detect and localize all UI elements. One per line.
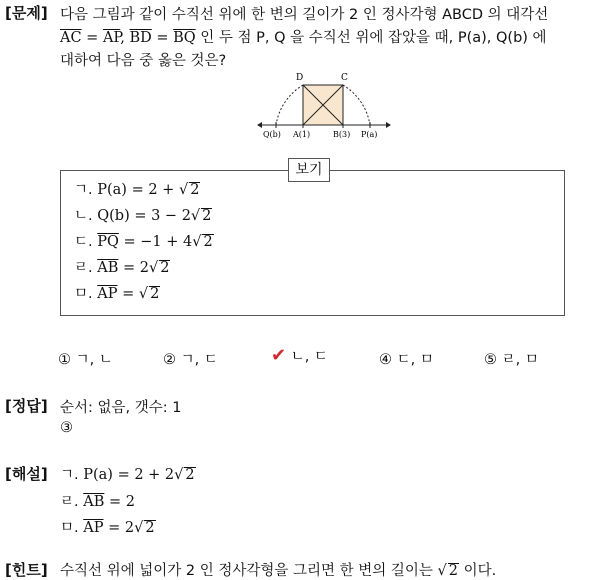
item-prefix: ㅁ. [74, 286, 98, 302]
bogi-item: ㄱ. P(a) = 2 + √ 2 [74, 182, 200, 198]
bogi-item: ㄷ. $\overline{PQ} = -1 + 4√$ 2 [74, 234, 213, 250]
segment-ap: $\overline{AP}$ [102, 30, 121, 46]
item-prefix: ㄴ. [74, 208, 98, 224]
radicand: 2 [150, 286, 160, 302]
arc-left [276, 85, 303, 125]
radicand: 2 [202, 208, 212, 224]
item-eq: = 2 [118, 260, 149, 276]
separator: , [120, 30, 130, 46]
problem-line-3: 대하여 다음 중 옳은 것은? [60, 53, 227, 69]
item-prefix: ㅁ. [60, 520, 84, 536]
choice-number: ① [58, 352, 71, 368]
radicand: 2 [160, 260, 170, 276]
label-a: A(1) [293, 130, 311, 139]
item-eq: = 2 [104, 494, 135, 510]
item-name: $\overline{AB}$ [83, 494, 105, 510]
arc-right [343, 85, 370, 125]
choice-2[interactable] [163, 348, 218, 369]
arrow-left-icon [257, 122, 262, 128]
radicand: 2 [190, 182, 200, 198]
label-b: B(3) [333, 130, 351, 139]
item-eq: = −1 + 4 [118, 234, 193, 250]
label-q: Q(b) [263, 130, 281, 139]
number-line-figure [255, 68, 395, 144]
label-c: C [341, 73, 348, 83]
bogi-item: ㄹ. $\overline{AB} = 2√$ 2 [74, 260, 170, 276]
segment-bd: $\overline{BD}$ [129, 30, 152, 46]
item-name: Q [97, 208, 110, 224]
solution-line-1: ㄱ. P(a) = 2 + 2√ 2 [60, 467, 195, 483]
item-name: $\overline{AB}$ [97, 260, 119, 276]
choice-text: ㄹ, ㅁ [501, 352, 539, 368]
problem-line-2 [60, 26, 547, 47]
item-prefix: ㄹ. [60, 494, 84, 510]
hint-line: 수직선 위에 넓이가 2 인 정사각형을 그리면 한 변의 길이는 √ 2 이다. [60, 563, 497, 579]
solution-line-2 [60, 490, 135, 511]
choice-text: ㄱ, ㄷ [180, 352, 218, 368]
label-d: D [296, 73, 304, 83]
item-prefix: ㄱ. [74, 182, 98, 198]
choice-text: ㄱ, ㄴ [75, 352, 113, 368]
segment-bq: $\overline{BQ}$ [173, 30, 196, 46]
item-eq: = [117, 286, 139, 302]
bogi-item: ㄴ. Q(b) = 3 − 2√ 2 [74, 208, 212, 224]
answer-tag: [정답] [5, 397, 48, 415]
choice-text: ㄴ, ㄷ [290, 349, 328, 365]
equals: = [81, 30, 103, 46]
choice-number: ④ [379, 352, 392, 368]
hint-tag: [힌트] [5, 561, 48, 579]
choice-number: ② [163, 352, 176, 368]
answer-choices [0, 345, 591, 370]
choice-text: ㄷ, ㅁ [396, 352, 434, 368]
choice-3[interactable] [271, 345, 328, 366]
radicand: 2 [185, 467, 195, 483]
item-prefix: ㄹ. [74, 260, 98, 276]
item-prefix: ㄷ. [74, 234, 98, 250]
choice-number: ⑤ [484, 352, 497, 368]
item-arg: (a) [107, 182, 127, 198]
solution-line-3: ㅁ. $\overline{AP} = 2√$ 2 [60, 520, 155, 536]
item-name: $\overline{AP}$ [83, 520, 104, 536]
item-prefix: ㄱ. [60, 467, 84, 483]
arrow-right-icon [386, 122, 391, 128]
equals: = [151, 30, 174, 46]
item-name: P [83, 467, 93, 483]
label-p: P(a) [361, 130, 378, 139]
item-eq: = 3 − 2 [129, 208, 191, 224]
item-eq: = 2 [103, 520, 135, 536]
radicand: 2 [145, 520, 155, 536]
choice-5[interactable] [484, 348, 539, 369]
bogi-title: 보기 [288, 158, 330, 182]
item-arg: (a) [93, 467, 113, 483]
item-eq: = 2 + [126, 182, 179, 198]
radicand: 2 [448, 563, 458, 579]
item-name: $\overline{AP}$ [97, 286, 118, 302]
item-name: $\overline{PQ}$ [97, 234, 119, 250]
check-icon: ✔ [271, 345, 287, 366]
problem-line-1: 다음 그림과 같이 수직선 위에 한 변의 길이가 2 인 정사각형 ABCD 의 대각선 [60, 7, 549, 23]
segment-ac: $\overline{AC}$ [60, 30, 82, 46]
radicand: 2 [203, 234, 213, 250]
answer-line-2: ③ [60, 420, 73, 436]
solution-tag: [해설] [5, 465, 48, 483]
item-name: P [97, 182, 107, 198]
choice-1[interactable] [58, 348, 113, 369]
choice-4[interactable] [379, 348, 434, 369]
answer-line-1: 순서: 없음, 갯수: 1 [60, 400, 182, 416]
hint-text-after: 이다. [458, 563, 497, 579]
item-eq: = 2 + 2 [112, 467, 175, 483]
hint-text-before: 수직선 위에 넓이가 2 인 정사각형을 그리면 한 변의 길이는 [60, 563, 438, 579]
problem-line-2-rest: 인 두 점 P, Q 을 수직선 위에 잡았을 때, P(a), Q(b) 에 [195, 30, 547, 46]
problem-tag: [문제] [5, 4, 48, 22]
bogi-item: ㅁ. $\overline{AP}$ = √ 2 [74, 286, 160, 302]
item-arg: (b) [109, 208, 130, 224]
